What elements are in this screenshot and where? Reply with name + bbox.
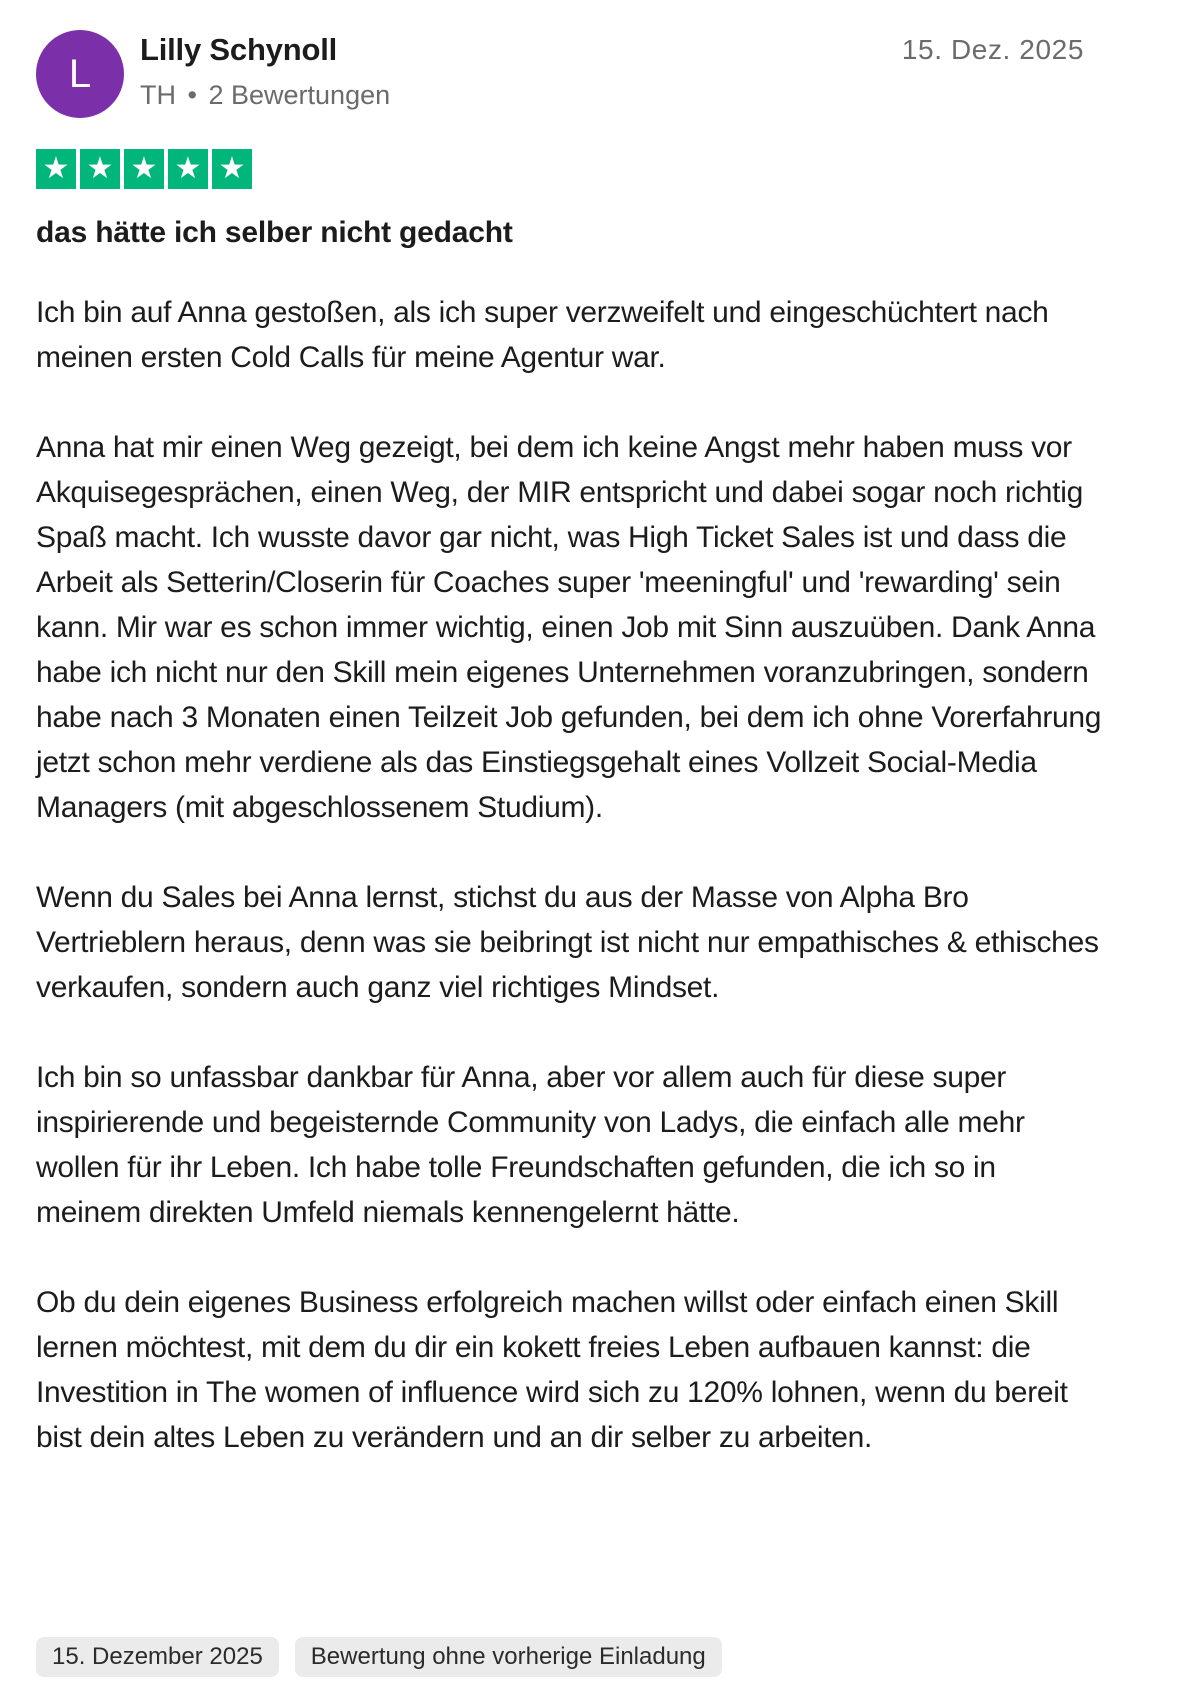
review-paragraph: Wenn du Sales bei Anna lernst, stichst du aus der Masse von Alpha Bro Vertrieblern heraus, denn was sie beibringt ist nicht nur empathisches & ethisches verkaufen, sondern auch ganz viel richtiges Mindset. — [36, 881, 1099, 1004]
star-rating — [36, 149, 252, 189]
star-icon: ★ — [168, 149, 208, 189]
date-of-experience-tag: 15. Dezember 2025 — [36, 1637, 279, 1677]
avatar[interactable]: L — [36, 30, 124, 118]
review-date: 15. Dez. 2025 — [901, 34, 1084, 65]
star-icon: ★ — [124, 149, 164, 189]
star-icon: ★ — [212, 149, 252, 189]
unprompted-review-tag[interactable]: Bewertung ohne vorherige Einladung — [295, 1637, 722, 1677]
review-card — [36, 28, 1116, 1670]
review-paragraph: Ob du dein eigenes Business erfolgreich machen willst oder einfach einen Skill lernen möchtest, mit dem du dir ein kokett freies Leben aufbauen kannst: die Investition in The women of influence wird sich zu 120% lohnen, wenn du bereit bist dein altes Leben zu verändern und an dir selber zu arbeiten. — [36, 1286, 1068, 1454]
review-paragraph: Ich bin so unfassbar dankbar für Anna, aber vor allem auch für diese super inspirierende und begeisternde Community von Ladys, die einfach alle mehr wollen für ihr Leben. Ich habe tolle Freundschaften gefunden, die ich so in meinem direkten Umfeld niemals kennengelernt hätte. — [36, 1061, 1025, 1229]
reviewer-country: TH — [140, 80, 176, 110]
review-header — [36, 28, 1116, 122]
review-body — [36, 290, 1106, 1505]
reviewer-meta — [140, 80, 390, 111]
reviewer-name[interactable]: Lilly Schynoll — [140, 32, 338, 67]
star-icon: ★ — [80, 149, 120, 189]
star-icon: ★ — [36, 149, 76, 189]
review-title: das hätte ich selber nicht gedacht — [36, 216, 513, 249]
meta-separator: • — [187, 80, 197, 110]
review-paragraph: Ich bin auf Anna gestoßen, als ich super verzweifelt und eingeschüchtert nach meinen ersten Cold Calls für meine Agentur war. — [36, 296, 1049, 374]
review-paragraph: Anna hat mir einen Weg gezeigt, bei dem ich keine Angst mehr haben muss vor Akquisegesprächen, einen Weg, der MIR entspricht und dabei sogar noch richtig Spaß macht. Ich wusste davor gar nicht, was High Ticket Sales ist und dass die Arbeit als Setterin/Closerin für Coaches super 'meeningful' und 'rewarding' sein kann. Mir war es schon immer wichtig, einen Job mit Sinn auszuüben. Dank Anna habe ich nicht nur den Skill mein eigenes Unternehmen voranzubringen, sondern habe nach 3 Monaten einen Teilzeit Job gefunden, bei dem ich ohne Vorerfahrung jetzt schon mehr verdiene als das Einstiegsgehalt eines Vollzeit Social-Media Managers (mit abgeschlossenem Studium). — [36, 431, 1102, 824]
review-tags — [36, 1637, 722, 1677]
reviewer-review-count: 2 Bewertungen — [208, 80, 391, 110]
